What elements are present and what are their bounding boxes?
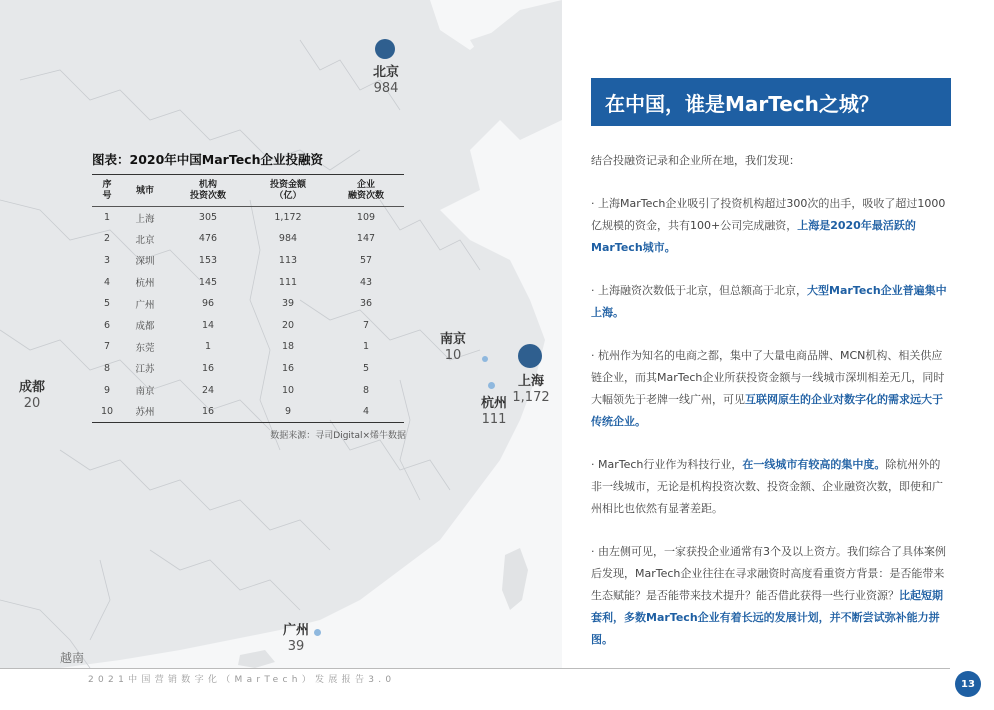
table-cell: 6 <box>103 319 111 331</box>
table-row <box>92 271 404 293</box>
nanjing-marker <box>482 356 488 362</box>
page-title: 在中国，谁是MarTech之城？ <box>591 78 951 126</box>
table-cell: 147 <box>356 233 376 245</box>
table-cell: 10 <box>100 405 114 417</box>
table-row <box>92 336 404 358</box>
table-cell: 东莞 <box>135 342 155 354</box>
table-cell: 1 <box>204 341 212 353</box>
finding-paragraph <box>591 193 949 259</box>
table-cell: 24 <box>201 384 215 396</box>
table-cell: 1 <box>362 341 370 353</box>
table-cell: 16 <box>281 362 295 374</box>
table-cell: 7 <box>103 341 111 353</box>
col-amount: 投资金额 （亿） <box>248 175 328 207</box>
table-row <box>92 207 404 229</box>
table-cell: 北京 <box>135 234 155 246</box>
table-body <box>92 207 404 423</box>
vietnam-label: 越南 <box>59 651 84 665</box>
investment-table-block <box>92 150 404 441</box>
table-cell: 20 <box>281 319 295 331</box>
table-cell: 18 <box>281 341 295 353</box>
col-investments: 机构 投资次数 <box>168 175 248 207</box>
findings-list <box>591 193 949 651</box>
table-cell: 109 <box>356 212 376 224</box>
table-cell: 7 <box>362 319 370 331</box>
table-cell: 广州 <box>135 299 155 311</box>
table-cell: 305 <box>198 212 218 224</box>
table-header-row <box>92 175 404 207</box>
table-cell: 36 <box>359 298 373 310</box>
table-cell: 476 <box>198 233 218 245</box>
table-cell: 5 <box>103 298 111 310</box>
table-cell: 苏州 <box>135 407 155 419</box>
table-cell: 39 <box>281 298 295 310</box>
table-cell: 984 <box>278 233 298 245</box>
table-cell: 4 <box>103 276 111 288</box>
finding-text: · 由左侧可见，一家获投企业通常有3个及以上资方。我们综合了具体案例后发现，MarTech企业往往在寻求融资时高度看重资方背景：是否能带来生态赋能？是否能带来技术提升？能否借此获得一些行业资源？ <box>591 545 946 602</box>
body-text <box>591 150 949 672</box>
hangzhou-marker <box>488 382 495 389</box>
finding-paragraph <box>591 345 949 433</box>
hangzhou-label: 杭州 111 <box>480 396 507 427</box>
guangzhou-label: 广州 39 <box>282 623 309 654</box>
table-cell: 57 <box>359 254 373 266</box>
table-cell: 成都 <box>135 321 155 333</box>
table-row <box>92 358 404 380</box>
table-row <box>92 401 404 423</box>
table-cell: 10 <box>281 384 295 396</box>
intro-paragraph: 结合投融资记录和企业所在地，我们发现： <box>591 154 800 167</box>
finding-paragraph <box>591 541 949 651</box>
finding-text: · MarTech行业作为科技行业， <box>591 458 743 471</box>
finding-paragraph <box>591 454 949 520</box>
finding-text: · 杭州作为知名的电商之都，集中了大量电商品牌、MCN机构、相关供应链企业，而其MarTech企业所获投资金额与一线城市深圳相差无几，同时大幅领先于老牌一线广州，可见 <box>591 349 945 406</box>
table-cell: 9 <box>103 384 111 396</box>
shanghai-label: 上海 1,172 <box>512 374 550 405</box>
table-cell: 深圳 <box>135 256 155 268</box>
table-cell: 16 <box>201 362 215 374</box>
table-row <box>92 250 404 272</box>
table-cell: 113 <box>278 254 298 266</box>
page-number: 13 <box>955 671 981 697</box>
finding-paragraph <box>591 280 949 324</box>
nanjing-label: 南京 10 <box>439 332 466 363</box>
investment-table <box>92 174 404 423</box>
table-cell: 96 <box>201 298 215 310</box>
data-source: 数据来源：寻司Digital×烯牛数据 <box>270 430 406 441</box>
table-cell: 153 <box>198 254 218 266</box>
beijing-marker <box>375 39 395 59</box>
table-cell: 8 <box>103 362 111 374</box>
table-cell: 9 <box>284 405 292 417</box>
table-cell: 杭州 <box>135 278 155 290</box>
table-cell: 1,172 <box>274 212 302 224</box>
table-cell: 1 <box>103 212 111 224</box>
table-cell: 2 <box>103 233 111 245</box>
table-cell: 江苏 <box>135 364 155 376</box>
table-cell: 5 <box>362 362 370 374</box>
col-rank: 序 号 <box>92 175 122 207</box>
table-row <box>92 314 404 336</box>
table-row <box>92 228 404 250</box>
table-cell: 4 <box>362 405 370 417</box>
footer-report-title: 2021中国营销数字化（MarTech）发展报告3.0 <box>88 675 396 685</box>
table-cell: 111 <box>278 276 298 288</box>
table-row <box>92 379 404 401</box>
finding-text: · 上海MarTech企业吸引了投资机构超过300次的出手，吸收了超过1000亿规模的资金，共有100+公司完成融资， <box>591 197 946 232</box>
table-title: 图表：2020年中国MarTech企业投融资 <box>92 152 323 167</box>
table-cell: 43 <box>359 276 373 288</box>
table-cell: 145 <box>198 276 218 288</box>
chengdu-label: 成都 20 <box>18 380 45 411</box>
shanghai-marker <box>518 344 542 368</box>
finding-text-after: 除杭州外的非一线城市，无论是机构投资次数、投资金额、企业融资次数，即使和广州相比也依然有显著差距。 <box>591 458 943 515</box>
footer-divider <box>0 668 950 669</box>
table-row <box>92 293 404 315</box>
table-cell: 8 <box>362 384 370 396</box>
finding-text: · 上海融资次数低于北京，但总额高于北京， <box>591 284 807 297</box>
finding-highlight: 互联网原生的企业对数字化的需求远大于传统企业。 <box>591 393 943 428</box>
beijing-label: 北京 984 <box>372 65 399 96</box>
finding-highlight: 比起短期套利，多数MarTech企业有着长远的发展计划，并不断尝试弥补能力拼图。 <box>591 589 943 646</box>
col-financings: 企业 融资次数 <box>328 175 404 207</box>
col-city: 城市 <box>122 175 168 207</box>
finding-highlight: 大型MarTech企业普遍集中上海。 <box>591 284 947 319</box>
table-cell: 14 <box>201 319 215 331</box>
finding-highlight: 在一线城市有较高的集中度。 <box>742 458 886 471</box>
finding-highlight: 上海是2020年最活跃的MarTech城市。 <box>591 219 916 254</box>
table-cell: 上海 <box>135 213 155 225</box>
table-cell: 3 <box>103 254 111 266</box>
table-cell: 16 <box>201 405 215 417</box>
table-cell: 南京 <box>135 386 155 398</box>
